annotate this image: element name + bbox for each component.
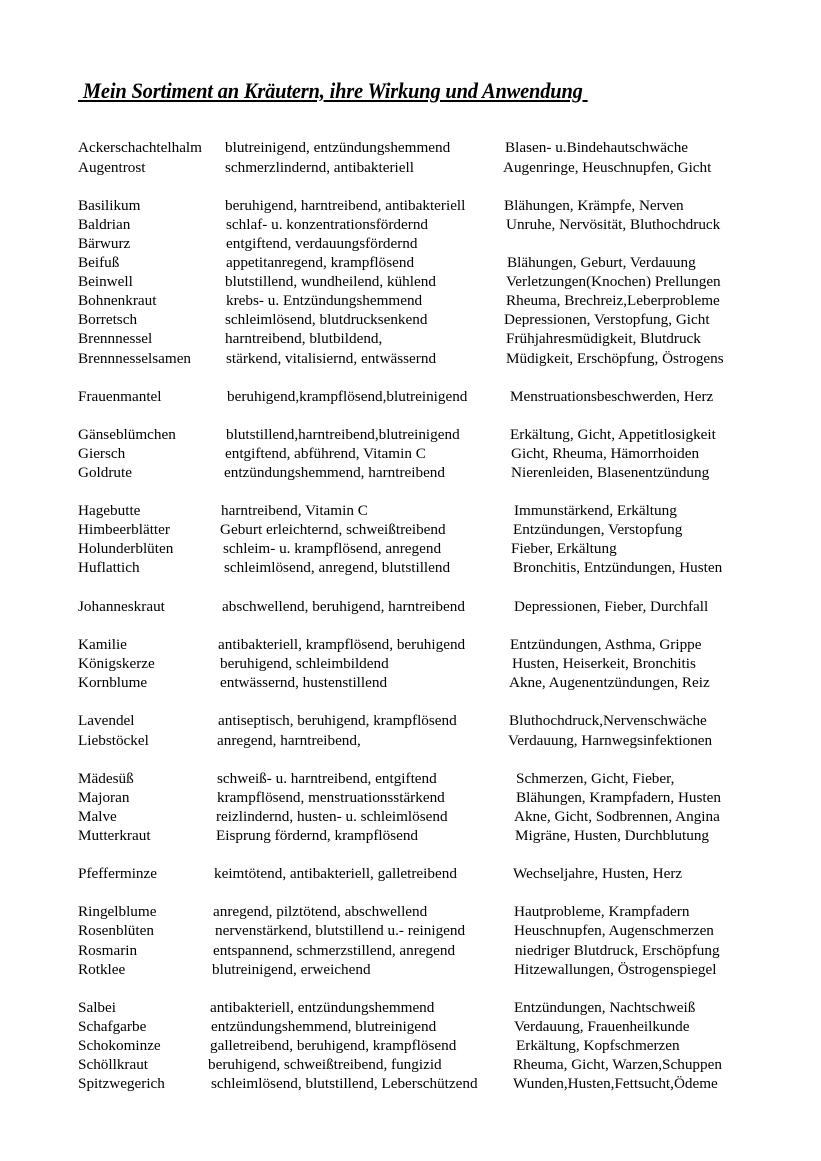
herb-use: Hautprobleme, Krampfadern	[514, 903, 690, 920]
herb-row	[0, 998, 821, 1017]
herb-name: Spitzwegerich	[78, 1075, 165, 1092]
herb-use: Akne, Augenentzündungen, Reiz	[509, 674, 710, 691]
herb-effect: abschwellend, beruhigend, harntreibend	[222, 598, 465, 615]
herb-row	[0, 826, 821, 845]
herb-use: Heuschnupfen, Augenschmerzen	[514, 922, 714, 939]
herb-row	[0, 329, 821, 348]
herb-effect: anregend, pilztötend, abschwellend	[213, 903, 428, 920]
herb-use: Migräne, Husten, Durchblutung	[515, 827, 710, 844]
herb-row	[0, 864, 821, 883]
herb-use: Rheuma, Gicht, Warzen,Schuppen	[513, 1056, 722, 1073]
herb-use: Akne, Gicht, Sodbrennen, Angina	[514, 808, 720, 825]
herb-row	[0, 1055, 821, 1074]
herb-use: Bluthochdruck,Nervenschwäche	[509, 712, 707, 729]
herb-name: Himbeerblätter	[78, 521, 170, 538]
herb-row	[0, 291, 821, 310]
herb-row	[0, 387, 821, 406]
herb-use: Bronchitis, Entzündungen, Husten	[513, 559, 723, 576]
herb-effect: Geburt erleichternd, schweißtreibend	[220, 521, 446, 538]
page-title: Mein Sortiment an Kräutern, ihre Wirkung und Anwendung	[78, 78, 588, 103]
herb-use: Müdigkeit, Erschöpfung, Östrogens	[506, 350, 724, 367]
herb-use: Husten, Heiserkeit, Bronchitis	[512, 655, 696, 672]
herb-effect: blutreinigend, entzündungshemmend	[225, 139, 451, 156]
herb-row	[0, 463, 821, 482]
herb-effect: schleimlösend, blutstillend, Leberschützend	[211, 1075, 478, 1092]
herb-effect: harntreibend, blutbildend,	[225, 330, 383, 347]
herb-effect: entspannend, schmerzstillend, anregend	[213, 942, 456, 959]
herb-row	[0, 597, 821, 616]
herb-use: Menstruationsbeschwerden, Herz	[510, 388, 714, 405]
herb-effect: antiseptisch, beruhigend, krampflösend	[218, 712, 457, 729]
herb-name: Holunderblüten	[78, 540, 174, 557]
herb-row	[0, 520, 821, 539]
herb-row	[0, 253, 821, 272]
herb-row	[0, 769, 821, 788]
herb-row	[0, 635, 821, 654]
herb-name: Huflattich	[78, 559, 140, 576]
herb-use: Frühjahresmüdigkeit, Blutdruck	[506, 330, 701, 347]
herb-row	[0, 539, 821, 558]
herb-use: Nierenleiden, Blasenentzündung	[511, 464, 710, 481]
herb-row	[0, 138, 821, 157]
herb-row	[0, 1074, 821, 1093]
herb-name: Basilikum	[78, 197, 141, 214]
herb-use: Unruhe, Nervösität, Bluthochdruck	[506, 216, 721, 233]
herb-name: Mädesüß	[78, 770, 134, 787]
herb-effect: blutstillend, wundheilend, kühlend	[225, 273, 436, 290]
herb-use: Augenringe, Heuschnupfen, Gicht	[503, 159, 712, 176]
herb-row	[0, 234, 821, 253]
herb-name: Frauenmantel	[78, 388, 162, 405]
herb-row	[0, 444, 821, 463]
herb-name: Königskerze	[78, 655, 155, 672]
herb-name: Malve	[78, 808, 117, 825]
herb-use: Blasen- u.Bindehautschwäche	[505, 139, 689, 156]
herb-use: Blähungen, Krampfadern, Husten	[516, 789, 721, 806]
herb-effect: schlaf- u. konzentrationsfördernd	[226, 216, 429, 233]
herb-effect: keimtötend, antibakteriell, galletreibend	[214, 865, 457, 882]
herb-use: Depressionen, Fieber, Durchfall	[514, 598, 709, 615]
herb-name: Baldrian	[78, 216, 131, 233]
herb-name: Kamilie	[78, 636, 127, 653]
herb-row	[0, 349, 821, 368]
herb-row	[0, 960, 821, 979]
herb-name: Salbei	[78, 999, 116, 1016]
herb-name: Rotklee	[78, 961, 126, 978]
herb-effect: blutstillend,harntreibend,blutreinigend	[226, 426, 460, 443]
herb-row	[0, 654, 821, 673]
herb-effect: appetitanregend, krampflösend	[226, 254, 415, 271]
herb-row	[0, 673, 821, 692]
herb-effect: nervenstärkend, blutstillend u.- reinigend	[215, 922, 466, 939]
herb-row	[0, 941, 821, 960]
herb-name: Rosmarin	[78, 942, 138, 959]
herb-effect: beruhigend, harntreibend, antibakteriell	[225, 197, 466, 214]
herb-effect: antibakteriell, entzündungshemmend	[210, 999, 435, 1016]
herb-name: Kornblume	[78, 674, 148, 691]
herb-use: Verdauung, Harnwegsinfektionen	[508, 732, 713, 749]
herb-effect: schleim- u. krampflösend, anregend	[223, 540, 442, 557]
herb-name: Johanneskraut	[78, 598, 165, 615]
herb-effect: harntreibend, Vitamin C	[221, 502, 368, 519]
herb-name: Bärwurz	[78, 235, 131, 252]
herb-name: Ringelblume	[78, 903, 157, 920]
herb-row	[0, 711, 821, 730]
herb-row	[0, 807, 821, 826]
herb-use: Erkältung, Gicht, Appetitlosigkeit	[510, 426, 716, 443]
herb-use: Hitzewallungen, Östrogenspiegel	[514, 961, 717, 978]
herb-use: niedriger Blutdruck, Erschöpfung	[515, 942, 720, 959]
herb-effect: entgiftend, abführend, Vitamin C	[225, 445, 426, 462]
herb-effect: schleimlösend, blutdrucksenkend	[225, 311, 428, 328]
herb-name: Bohnenkraut	[78, 292, 157, 309]
herb-use: Entzündungen, Verstopfung	[513, 521, 683, 538]
herb-use: Blähungen, Krämpfe, Nerven	[504, 197, 684, 214]
herb-name: Augentrost	[78, 159, 146, 176]
herb-effect: blutreinigend, erweichend	[212, 961, 371, 978]
herb-use: Wechseljahre, Husten, Herz	[513, 865, 683, 882]
herb-row	[0, 1017, 821, 1036]
herb-use: Wunden,Husten,Fettsucht,Ödeme	[513, 1075, 718, 1092]
herb-row	[0, 902, 821, 921]
herb-name: Beinwell	[78, 273, 133, 290]
herb-name: Schokominze	[78, 1037, 161, 1054]
herb-effect: galletreibend, beruhigend, krampflösend	[210, 1037, 457, 1054]
herb-effect: beruhigend, schweißtreibend, fungizid	[208, 1056, 442, 1073]
herb-name: Brennnessel	[78, 330, 153, 347]
herb-name: Brennnesselsamen	[78, 350, 192, 367]
herb-name: Schöllkraut	[78, 1056, 149, 1073]
herb-row	[0, 158, 821, 177]
herb-effect: entzündungshemmend, harntreibend	[224, 464, 445, 481]
herb-row	[0, 310, 821, 329]
herb-use: Fieber, Erkältung	[511, 540, 617, 557]
herb-name: Lavendel	[78, 712, 135, 729]
herb-name: Ackerschachtelhalm	[78, 139, 202, 156]
herb-use: Verdauung, Frauenheilkunde	[514, 1018, 690, 1035]
herb-name: Schafgarbe	[78, 1018, 147, 1035]
herb-use: Gicht, Rheuma, Hämorrhoiden	[511, 445, 700, 462]
herb-effect: reizlindernd, husten- u. schleimlösend	[216, 808, 448, 825]
herb-use: Entzündungen, Asthma, Grippe	[510, 636, 702, 653]
herb-name: Borretsch	[78, 311, 138, 328]
herb-effect: Eisprung fördernd, krampflösend	[216, 827, 419, 844]
herb-use: Schmerzen, Gicht, Fieber,	[516, 770, 675, 787]
herb-effect: stärkend, vitalisiernd, entwässernd	[226, 350, 437, 367]
herb-effect: entgiftend, verdauungsfördernd	[226, 235, 418, 252]
herb-effect: anregend, harntreibend,	[217, 732, 361, 749]
herb-row	[0, 272, 821, 291]
herb-name: Mutterkraut	[78, 827, 151, 844]
herb-effect: entzündungshemmend, blutreinigend	[211, 1018, 437, 1035]
herb-name: Liebstöckel	[78, 732, 149, 749]
herb-use: Verletzungen(Knochen) Prellungen	[506, 273, 721, 290]
herb-effect: schweiß- u. harntreibend, entgiftend	[217, 770, 437, 787]
herb-effect: beruhigend, schleimbildend	[220, 655, 389, 672]
herb-row	[0, 788, 821, 807]
herb-effect: beruhigend,krampflösend,blutreinigend	[227, 388, 468, 405]
herb-use: Rheuma, Brechreiz,Leberprobleme	[506, 292, 720, 309]
herb-name: Gänseblümchen	[78, 426, 176, 443]
herb-row	[0, 1036, 821, 1055]
herb-effect: entwässernd, hustenstillend	[220, 674, 388, 691]
herb-effect: krampflösend, menstruationsstärkend	[217, 789, 445, 806]
herb-use: Erkältung, Kopfschmerzen	[516, 1037, 680, 1054]
herb-name: Rosenblüten	[78, 922, 154, 939]
herb-name: Hagebutte	[78, 502, 141, 519]
herb-use: Blähungen, Geburt, Verdauung	[507, 254, 696, 271]
herb-name: Goldrute	[78, 464, 132, 481]
herb-effect: schmerzlindernd, antibakteriell	[225, 159, 414, 176]
herb-use: Entzündungen, Nachtschweiß	[514, 999, 696, 1016]
herb-use: Immunstärkend, Erkältung	[514, 502, 677, 519]
herb-row	[0, 558, 821, 577]
herb-effect: schleimlösend, anregend, blutstillend	[224, 559, 451, 576]
herb-row	[0, 731, 821, 750]
herb-name: Beifuß	[78, 254, 120, 271]
herb-name: Giersch	[78, 445, 126, 462]
herb-row	[0, 921, 821, 940]
herb-row	[0, 425, 821, 444]
herb-effect: krebs- u. Entzündungshemmend	[226, 292, 423, 309]
herb-name: Pfefferminze	[78, 865, 157, 882]
herb-row	[0, 501, 821, 520]
herb-row	[0, 196, 821, 215]
herb-name: Majoran	[78, 789, 130, 806]
herb-row	[0, 215, 821, 234]
herb-effect: antibakteriell, krampflösend, beruhigend	[218, 636, 466, 653]
herb-use: Depressionen, Verstopfung, Gicht	[504, 311, 710, 328]
